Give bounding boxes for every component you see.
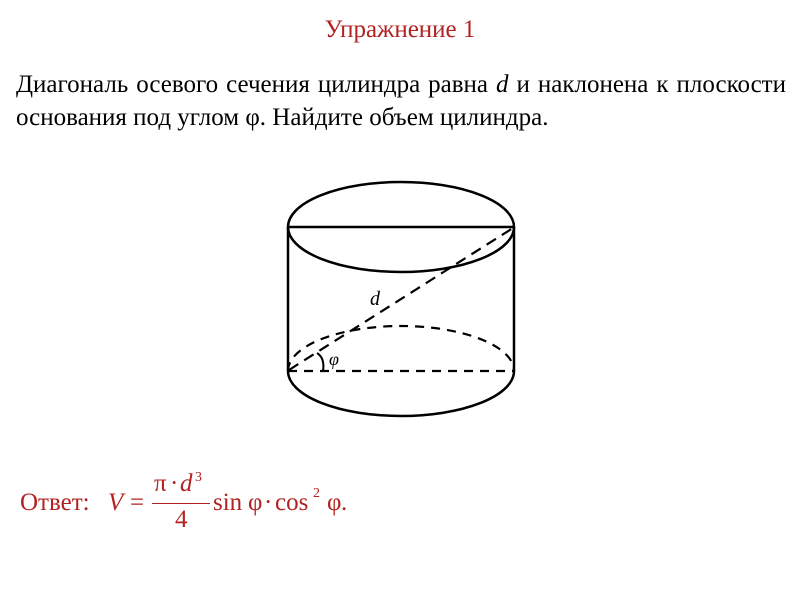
cos-argument-phi: φ — [327, 489, 342, 516]
bottom-base-front-arc — [288, 371, 514, 416]
problem-text-part-3: . Найдите объем цилиндра. — [259, 104, 549, 131]
answer-label: Ответ: — [20, 489, 90, 516]
numerator-d: d — [180, 470, 193, 497]
numerator-exponent: 3 — [195, 470, 202, 485]
answer-period: . — [341, 489, 348, 516]
axial-section-diagonal — [289, 228, 513, 370]
sin-argument-phi: φ — [248, 489, 263, 516]
answer-equals-sign: = — [130, 489, 145, 516]
sin-function: sin — [213, 489, 243, 516]
answer-variable-v: V — [108, 489, 124, 516]
numerator-dot: · — [170, 470, 179, 497]
cos-exponent: 2 — [313, 486, 320, 501]
cos-function: cos — [275, 489, 309, 516]
problem-variable-phi: φ — [245, 104, 260, 131]
multiply-dot: · — [264, 489, 273, 516]
diagonal-label-d: d — [370, 288, 380, 310]
problem-variable-d: d — [496, 71, 509, 98]
slide-title: Упражнение 1 — [324, 16, 476, 43]
angle-label-phi: φ — [329, 349, 339, 369]
denominator-4: 4 — [175, 506, 188, 533]
problem-text-part-2: и наклонена к плоскости основания под углом — [16, 71, 786, 131]
problem-text-part-1: Диагональ осевого сечения цилиндра равна — [16, 71, 497, 98]
angle-phi-arc — [317, 353, 323, 371]
numerator-pi: π — [154, 470, 167, 497]
fraction-bar — [152, 503, 210, 504]
